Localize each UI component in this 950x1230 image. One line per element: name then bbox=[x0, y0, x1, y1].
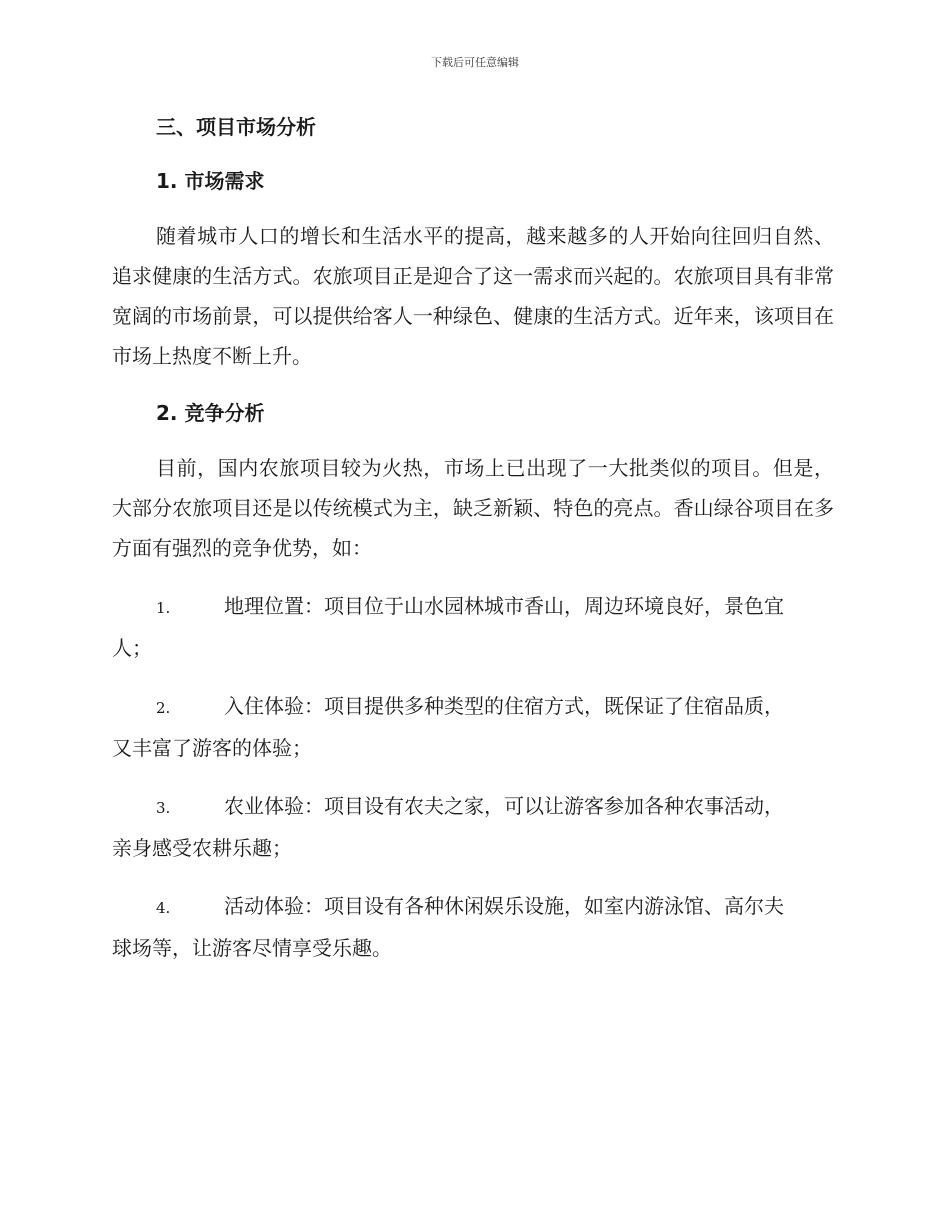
section-title: 三、项目市场分析 bbox=[156, 115, 316, 139]
list-text-continued: 亲身感受农耕乐趣； bbox=[112, 836, 292, 860]
advantage-item bbox=[112, 786, 834, 868]
advantage-item bbox=[112, 686, 834, 768]
list-text: 活动体验：项目设有各种休闲娱乐设施，如室内游泳馆、高尔夫 bbox=[224, 894, 784, 918]
page-header: 下载后可任意编辑 bbox=[431, 56, 519, 69]
list-text-continued: 又丰富了游客的体验； bbox=[112, 736, 312, 760]
list-number: 1. bbox=[156, 599, 171, 617]
list-number: 2. bbox=[156, 699, 171, 717]
list-text-continued: 人； bbox=[112, 636, 152, 660]
document-body bbox=[112, 108, 834, 986]
advantage-item bbox=[112, 886, 834, 968]
list-text: 入住体验：项目提供多种类型的住宿方式，既保证了住宿品质， bbox=[224, 694, 784, 718]
advantage-item bbox=[112, 586, 834, 668]
list-text-continued: 球场等，让游客尽情享受乐趣。 bbox=[112, 936, 392, 960]
market-demand-heading: 1. 市场需求 bbox=[156, 169, 265, 193]
competition-heading: 2. 竞争分析 bbox=[156, 401, 265, 425]
competition-paragraph: 目前，国内农旅项目较为火热，市场上已出现了一大批类似的项目。但是，大部分农旅项目还是以传统模式为主，缺乏新颖、特色的亮点。香山绿谷项目在多方面有强烈的竞争优势，如： bbox=[112, 456, 834, 560]
list-number: 3. bbox=[156, 799, 171, 817]
list-text: 地理位置：项目位于山水园林城市香山，周边环境良好，景色宜 bbox=[224, 594, 784, 618]
market-demand-paragraph: 随着城市人口的增长和生活水平的提高，越来越多的人开始向往回归自然、追求健康的生活方式。农旅项目正是迎合了这一需求而兴起的。农旅项目具有非常宽阔的市场前景，可以提供给客人一种绿色、健康的生活方式。近年来，该项目在市场上热度不断上升。 bbox=[112, 224, 834, 368]
list-number: 4. bbox=[156, 899, 171, 917]
list-text: 农业体验：项目设有农夫之家，可以让游客参加各种农事活动， bbox=[224, 794, 784, 818]
